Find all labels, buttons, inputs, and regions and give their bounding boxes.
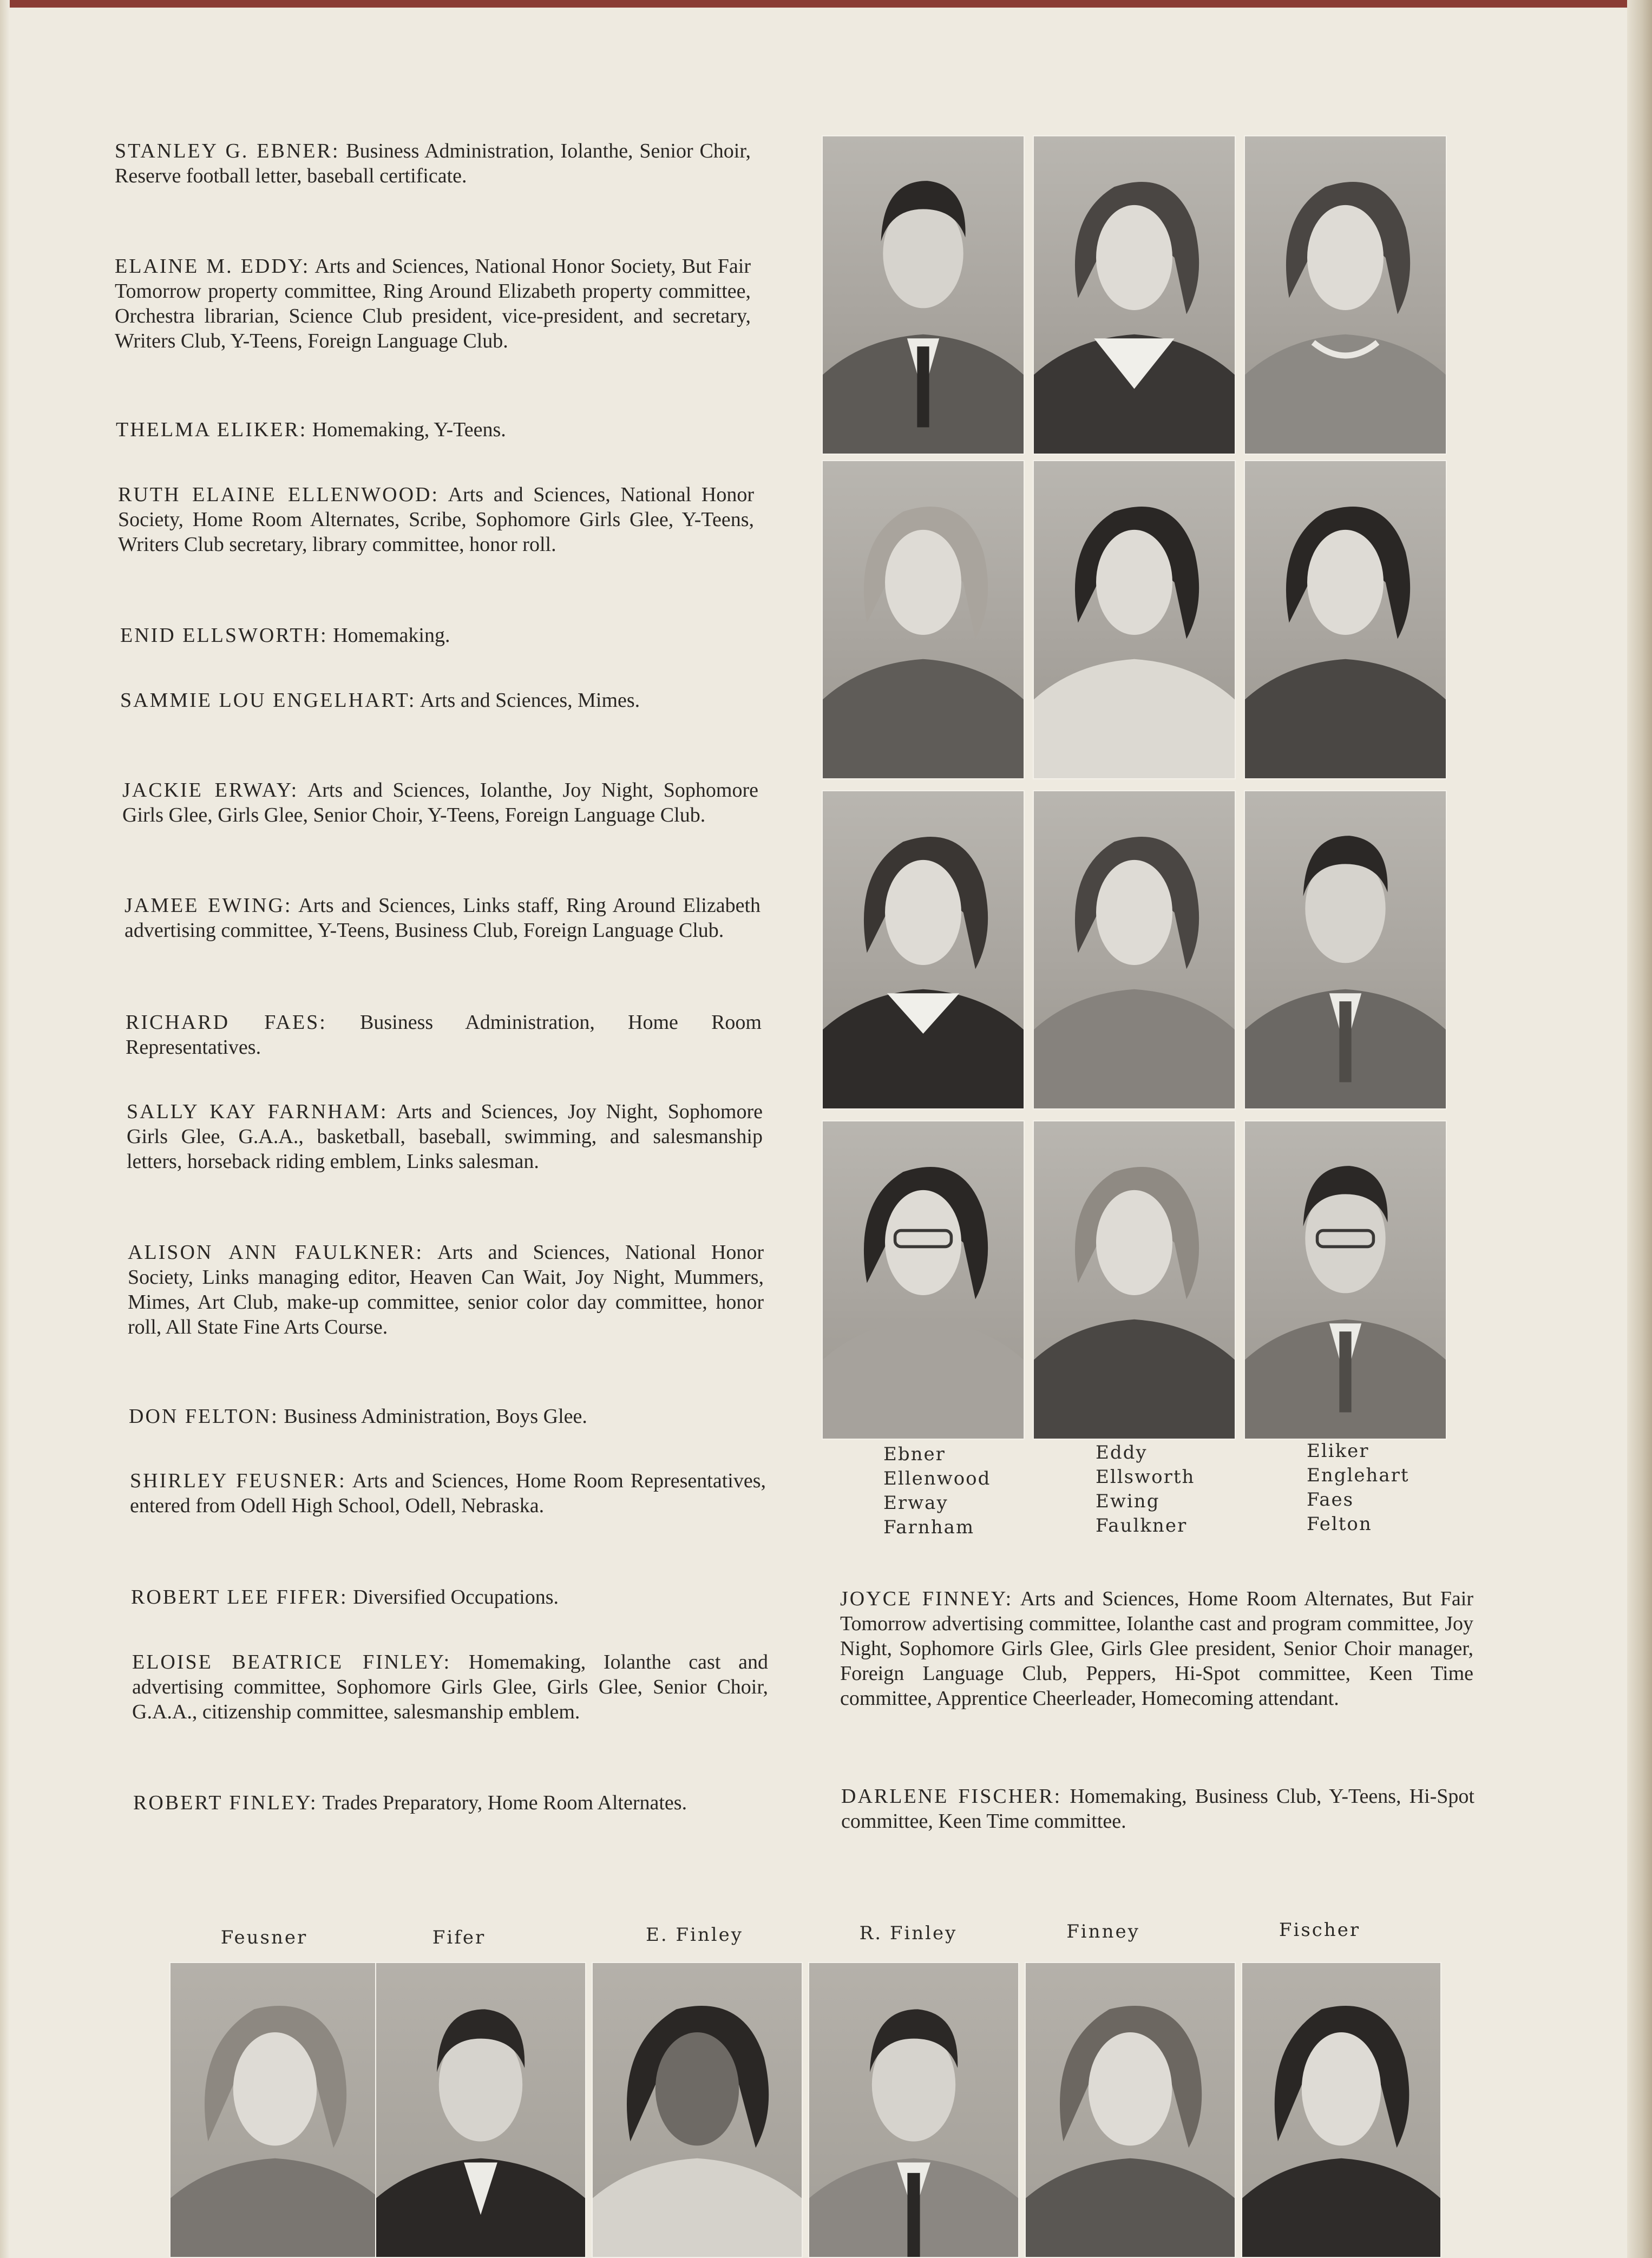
bio-entry: JACKIE ERWAY: Arts and Sciences, Iolanthe, Joy Night, Sophomore Girls Glee, Girls Glee, Senior Choir, Y-Teens, Foreign Language Club. bbox=[122, 779, 759, 826]
grid-name: Ebner bbox=[883, 1443, 946, 1465]
grid-name: Englehart bbox=[1307, 1465, 1410, 1486]
portrait-photo bbox=[1241, 1962, 1441, 2258]
bio-entry: ROBERT FINLEY: Trades Preparatory, Home Room Alternates. bbox=[133, 1791, 687, 1814]
portrait-photo bbox=[1244, 460, 1447, 779]
bio-entry: SALLY KAY FARNHAM: Arts and Sciences, Joy Night, Sophomore Girls Glee, G.A.A., basketball, baseball, swimming, and salesmanship letters, horseback riding emblem, Links salesman. bbox=[127, 1100, 763, 1173]
portrait-photo bbox=[822, 1120, 1025, 1440]
grid-name: Felton bbox=[1307, 1513, 1372, 1535]
bottom-portrait-label: Finney bbox=[1066, 1921, 1140, 1942]
bio-entry: ENID ELLSWORTH: Homemaking. bbox=[120, 624, 450, 647]
portrait-photo bbox=[169, 1962, 381, 2258]
portrait-photo bbox=[1244, 790, 1447, 1110]
bio-entry: THELMA ELIKER: Homemaking, Y-Teens. bbox=[116, 418, 506, 441]
page-left-edge bbox=[0, 0, 10, 2258]
bottom-portrait-label: Fifer bbox=[432, 1927, 486, 1948]
grid-name: Farnham bbox=[883, 1517, 975, 1538]
portrait-photo bbox=[592, 1962, 803, 2258]
bottom-portrait-label: Fischer bbox=[1279, 1919, 1361, 1941]
grid-name: Faes bbox=[1307, 1489, 1354, 1511]
bio-entry: ELOISE BEATRICE FINLEY: Homemaking, Iolanthe cast and advertising committee, Sophomore Girls Glee, Girls Glee, Senior Choir, G.A.A., citizenship committee, salesmanship emblem. bbox=[132, 1651, 769, 1723]
grid-name: Ellsworth bbox=[1096, 1466, 1195, 1488]
grid-name: Eliker bbox=[1307, 1440, 1369, 1462]
grid-name: Erway bbox=[883, 1492, 948, 1514]
portrait-photo bbox=[1244, 135, 1447, 455]
portrait-photo bbox=[822, 135, 1025, 455]
portrait-photo bbox=[1025, 1962, 1236, 2258]
portrait-photo bbox=[375, 1962, 586, 2258]
portrait-photo bbox=[1033, 1120, 1236, 1440]
portrait-photo bbox=[1033, 460, 1236, 779]
portrait-photo bbox=[822, 460, 1025, 779]
bio-entry: DARLENE FISCHER: Homemaking, Business Club, Y-Teens, Hi-Spot committee, Keen Time committee. bbox=[841, 1785, 1474, 1833]
page-top-border bbox=[0, 0, 1652, 8]
bio-entry: JOYCE FINNEY: Arts and Sciences, Home Room Alternates, But Fair Tomorrow advertising committee, Iolanthe cast and program committee, Joy Night, Sophomore Girls Glee, Girls Glee president, Senior Choir manager, Foreign Language Club, Peppers, Hi-Spot committee, Keen Time committee, Apprentice Cheerleader, Homecoming attendant. bbox=[840, 1587, 1473, 1710]
bio-entry: ELAINE M. EDDY: Arts and Sciences, National Honor Society, But Fair Tomorrow property committee, Ring Around Elizabeth property committee, Orchestra librarian, Science Club president, vice-president, and secretary, Writers Club, Y-Teens, Foreign Language Club. bbox=[115, 255, 751, 352]
bio-entry: DON FELTON: Business Administration, Boys Glee. bbox=[129, 1405, 587, 1428]
bio-entry: RUTH ELAINE ELLENWOOD: Arts and Sciences, National Honor Society, Home Room Alternates, Scribe, Sophomore Girls Glee, Y-Teens, Writers Club secretary, library committee, honor roll. bbox=[118, 483, 754, 556]
bio-entry: ALISON ANN FAULKNER: Arts and Sciences, National Honor Society, Links managing editor, Heaven Can Wait, Joy Night, Mummers, Mimes, Art Club, make-up committee, senior color day committee, honor roll, All State Fine Arts Course. bbox=[128, 1241, 764, 1338]
portrait-photo bbox=[1033, 135, 1236, 455]
bio-entry: SHIRLEY FEUSNER: Arts and Sciences, Home Room Representatives, entered from Odell High School, Odell, Nebraska. bbox=[130, 1469, 766, 1517]
portrait-photo bbox=[1244, 1120, 1447, 1440]
bottom-portrait-label: Feusner bbox=[220, 1927, 308, 1948]
portrait-photo bbox=[1033, 790, 1236, 1110]
bio-entry: ROBERT LEE FIFER: Diversified Occupations. bbox=[131, 1586, 559, 1609]
portrait-photo bbox=[808, 1962, 1019, 2258]
grid-name: Ellenwood bbox=[883, 1468, 991, 1489]
grid-name: Faulkner bbox=[1096, 1515, 1188, 1537]
grid-names-column-1 bbox=[883, 1442, 991, 1540]
bio-entry: SAMMIE LOU ENGELHART: Arts and Sciences, Mimes. bbox=[120, 689, 640, 712]
bio-entry: JAMEE EWING: Arts and Sciences, Links staff, Ring Around Elizabeth advertising committee, Y-Teens, Business Club, Foreign Language Club. bbox=[124, 894, 761, 942]
bottom-portrait-label: R. Finley bbox=[859, 1922, 958, 1944]
grid-names-column-2 bbox=[1096, 1441, 1195, 1538]
page-right-edge bbox=[1627, 0, 1652, 2258]
portrait-photo bbox=[822, 790, 1025, 1110]
bottom-portrait-label: E. Finley bbox=[646, 1924, 743, 1946]
grid-name: Ewing bbox=[1096, 1491, 1160, 1512]
grid-names-column-3 bbox=[1307, 1439, 1410, 1537]
grid-name: Eddy bbox=[1096, 1442, 1148, 1463]
bio-entry: STANLEY G. EBNER: Business Administration, Iolanthe, Senior Choir, Reserve football letter, baseball certificate. bbox=[115, 140, 751, 187]
bio-entry: RICHARD FAES: Business Administration, Home Room Representatives. bbox=[126, 1011, 762, 1059]
